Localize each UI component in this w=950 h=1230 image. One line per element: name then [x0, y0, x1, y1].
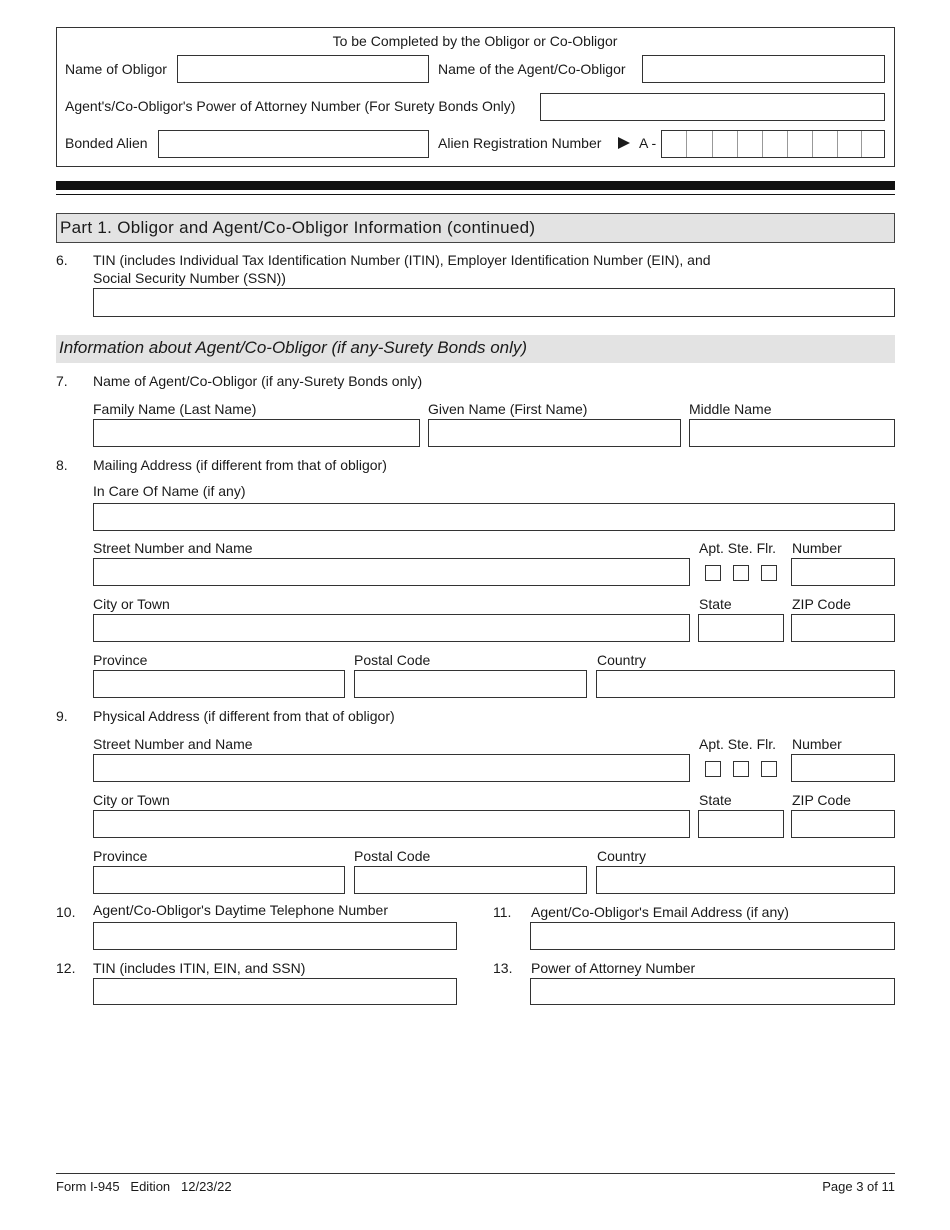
- poa-number-input[interactable]: [540, 93, 885, 121]
- agent-section-header: [56, 335, 895, 363]
- agent-section-title: Information about Agent/Co-Obligor (if any-Surety Bonds only): [59, 338, 528, 357]
- given-name-input[interactable]: [428, 419, 681, 447]
- email-input[interactable]: [530, 922, 895, 950]
- q13-number: 13.: [493, 960, 513, 976]
- daytime-phone-input[interactable]: [93, 922, 457, 950]
- mail-flr-checkbox[interactable]: [761, 565, 777, 581]
- agent-poa-input[interactable]: [530, 978, 895, 1005]
- phys-apt-checkbox[interactable]: [705, 761, 721, 777]
- mail-state-label: State: [699, 596, 732, 612]
- agent-tin-input[interactable]: [93, 978, 457, 1005]
- part1-title: [60, 218, 535, 238]
- part1-title-suffix: (continued): [447, 218, 536, 237]
- mail-province-label: Province: [93, 652, 148, 668]
- phys-country-label: Country: [597, 848, 647, 864]
- q9-label: Physical Address (if different from that of obligor): [93, 708, 395, 724]
- phys-street-label: Street Number and Name: [93, 736, 253, 752]
- alien-number-input[interactable]: [661, 130, 885, 158]
- poa-label: Agent's/Co-Obligor's Power of Attorney Number (For Surety Bonds Only): [65, 98, 516, 114]
- q12-number: 12.: [56, 960, 76, 976]
- mail-street-label: Street Number and Name: [93, 540, 253, 556]
- digit-divider: [787, 131, 788, 157]
- mail-apt-checkbox[interactable]: [705, 565, 721, 581]
- digit-divider: [837, 131, 838, 157]
- q8-number: 8.: [56, 457, 68, 473]
- footer-rule: [56, 1173, 895, 1174]
- phys-zip-label: ZIP Code: [792, 792, 851, 808]
- q10-number: 10.: [56, 904, 76, 920]
- mail-unit-number-label: Number: [792, 540, 842, 556]
- q6-label-line2: Social Security Number (SSN)): [93, 270, 286, 286]
- digit-divider: [861, 131, 862, 157]
- phys-city-label: City or Town: [93, 792, 170, 808]
- q7-number: 7.: [56, 373, 68, 389]
- family-name-label: Family Name (Last Name): [93, 401, 257, 417]
- agent-name-input[interactable]: [642, 55, 885, 83]
- mail-ste-checkbox[interactable]: [733, 565, 749, 581]
- agent-name-label: Name of the Agent/Co-Obligor: [438, 61, 626, 77]
- q13-label: Power of Attorney Number: [531, 960, 696, 976]
- phys-postal-label: Postal Code: [354, 848, 431, 864]
- mail-city-input[interactable]: [93, 614, 690, 642]
- thick-divider: [56, 181, 895, 190]
- digit-divider: [762, 131, 763, 157]
- family-name-input[interactable]: [93, 419, 420, 447]
- phys-zip-input[interactable]: [791, 810, 895, 838]
- q11-label: Agent/Co-Obligor's Email Address (if any): [531, 904, 789, 920]
- phys-street-input[interactable]: [93, 754, 690, 782]
- phys-state-select[interactable]: [698, 810, 784, 838]
- mail-unit-number-input[interactable]: [791, 558, 895, 586]
- care-of-label: In Care Of Name (if any): [93, 483, 246, 499]
- phys-unit-number-label: Number: [792, 736, 842, 752]
- footer-form-id: Form I-945 Edition 12/23/22: [56, 1179, 232, 1194]
- bonded-alien-label: Bonded Alien: [65, 135, 148, 151]
- phys-unit-number-input[interactable]: [791, 754, 895, 782]
- mail-postal-label: Postal Code: [354, 652, 431, 668]
- mail-state-select[interactable]: [698, 614, 784, 642]
- mail-country-input[interactable]: [596, 670, 895, 698]
- q7-label: Name of Agent/Co-Obligor (if any-Surety Bonds only): [93, 373, 423, 389]
- mail-apt-ste-flr-label: Apt. Ste. Flr.: [699, 540, 777, 556]
- bonded-alien-input[interactable]: [158, 130, 429, 158]
- obligor-name-input[interactable]: [177, 55, 429, 83]
- arrow-right-icon: [618, 137, 630, 149]
- digit-divider: [737, 131, 738, 157]
- mail-zip-label: ZIP Code: [792, 596, 851, 612]
- mail-country-label: Country: [597, 652, 647, 668]
- digit-divider: [686, 131, 687, 157]
- given-name-label: Given Name (First Name): [428, 401, 588, 417]
- q6-number: 6.: [56, 252, 68, 268]
- phys-province-input[interactable]: [93, 866, 345, 894]
- q12-label: TIN (includes ITIN, EIN, and SSN): [93, 960, 306, 976]
- q11-number: 11.: [493, 904, 512, 920]
- q10-label: Agent/Co-Obligor's Daytime Telephone Number: [93, 902, 389, 918]
- mail-street-input[interactable]: [93, 558, 690, 586]
- alien-reg-label: Alien Registration Number: [438, 135, 602, 151]
- phys-postal-input[interactable]: [354, 866, 587, 894]
- tin-input[interactable]: [93, 288, 895, 317]
- mail-city-label: City or Town: [93, 596, 170, 612]
- q8-label: Mailing Address (if different from that of obligor): [93, 457, 387, 473]
- phys-city-input[interactable]: [93, 810, 690, 838]
- q6-label-line1: TIN (includes Individual Tax Identification Number (ITIN), Employer Identification Number (EIN), and: [93, 252, 711, 268]
- obligor-name-label: Name of Obligor: [65, 61, 167, 77]
- header-title: To be Completed by the Obligor or Co-Obligor: [332, 33, 618, 49]
- digit-divider: [812, 131, 813, 157]
- part1-title-text: Part 1. Obligor and Agent/Co-Obligor Information: [60, 218, 442, 237]
- phys-province-label: Province: [93, 848, 148, 864]
- thin-divider: [56, 194, 895, 195]
- footer-page-number: Page 3 of 11: [822, 1179, 895, 1194]
- phys-state-label: State: [699, 792, 732, 808]
- phys-country-input[interactable]: [596, 866, 895, 894]
- obligor-header-box: [56, 27, 895, 167]
- alien-prefix: A -: [639, 135, 657, 151]
- middle-name-label: Middle Name: [689, 401, 772, 417]
- mail-province-input[interactable]: [93, 670, 345, 698]
- phys-ste-checkbox[interactable]: [733, 761, 749, 777]
- part1-header: [56, 213, 895, 243]
- mail-zip-input[interactable]: [791, 614, 895, 642]
- digit-divider: [712, 131, 713, 157]
- q9-number: 9.: [56, 708, 68, 724]
- middle-name-input[interactable]: [689, 419, 895, 447]
- phys-apt-ste-flr-label: Apt. Ste. Flr.: [699, 736, 777, 752]
- care-of-input[interactable]: [93, 503, 895, 531]
- mail-postal-input[interactable]: [354, 670, 587, 698]
- phys-flr-checkbox[interactable]: [761, 761, 777, 777]
